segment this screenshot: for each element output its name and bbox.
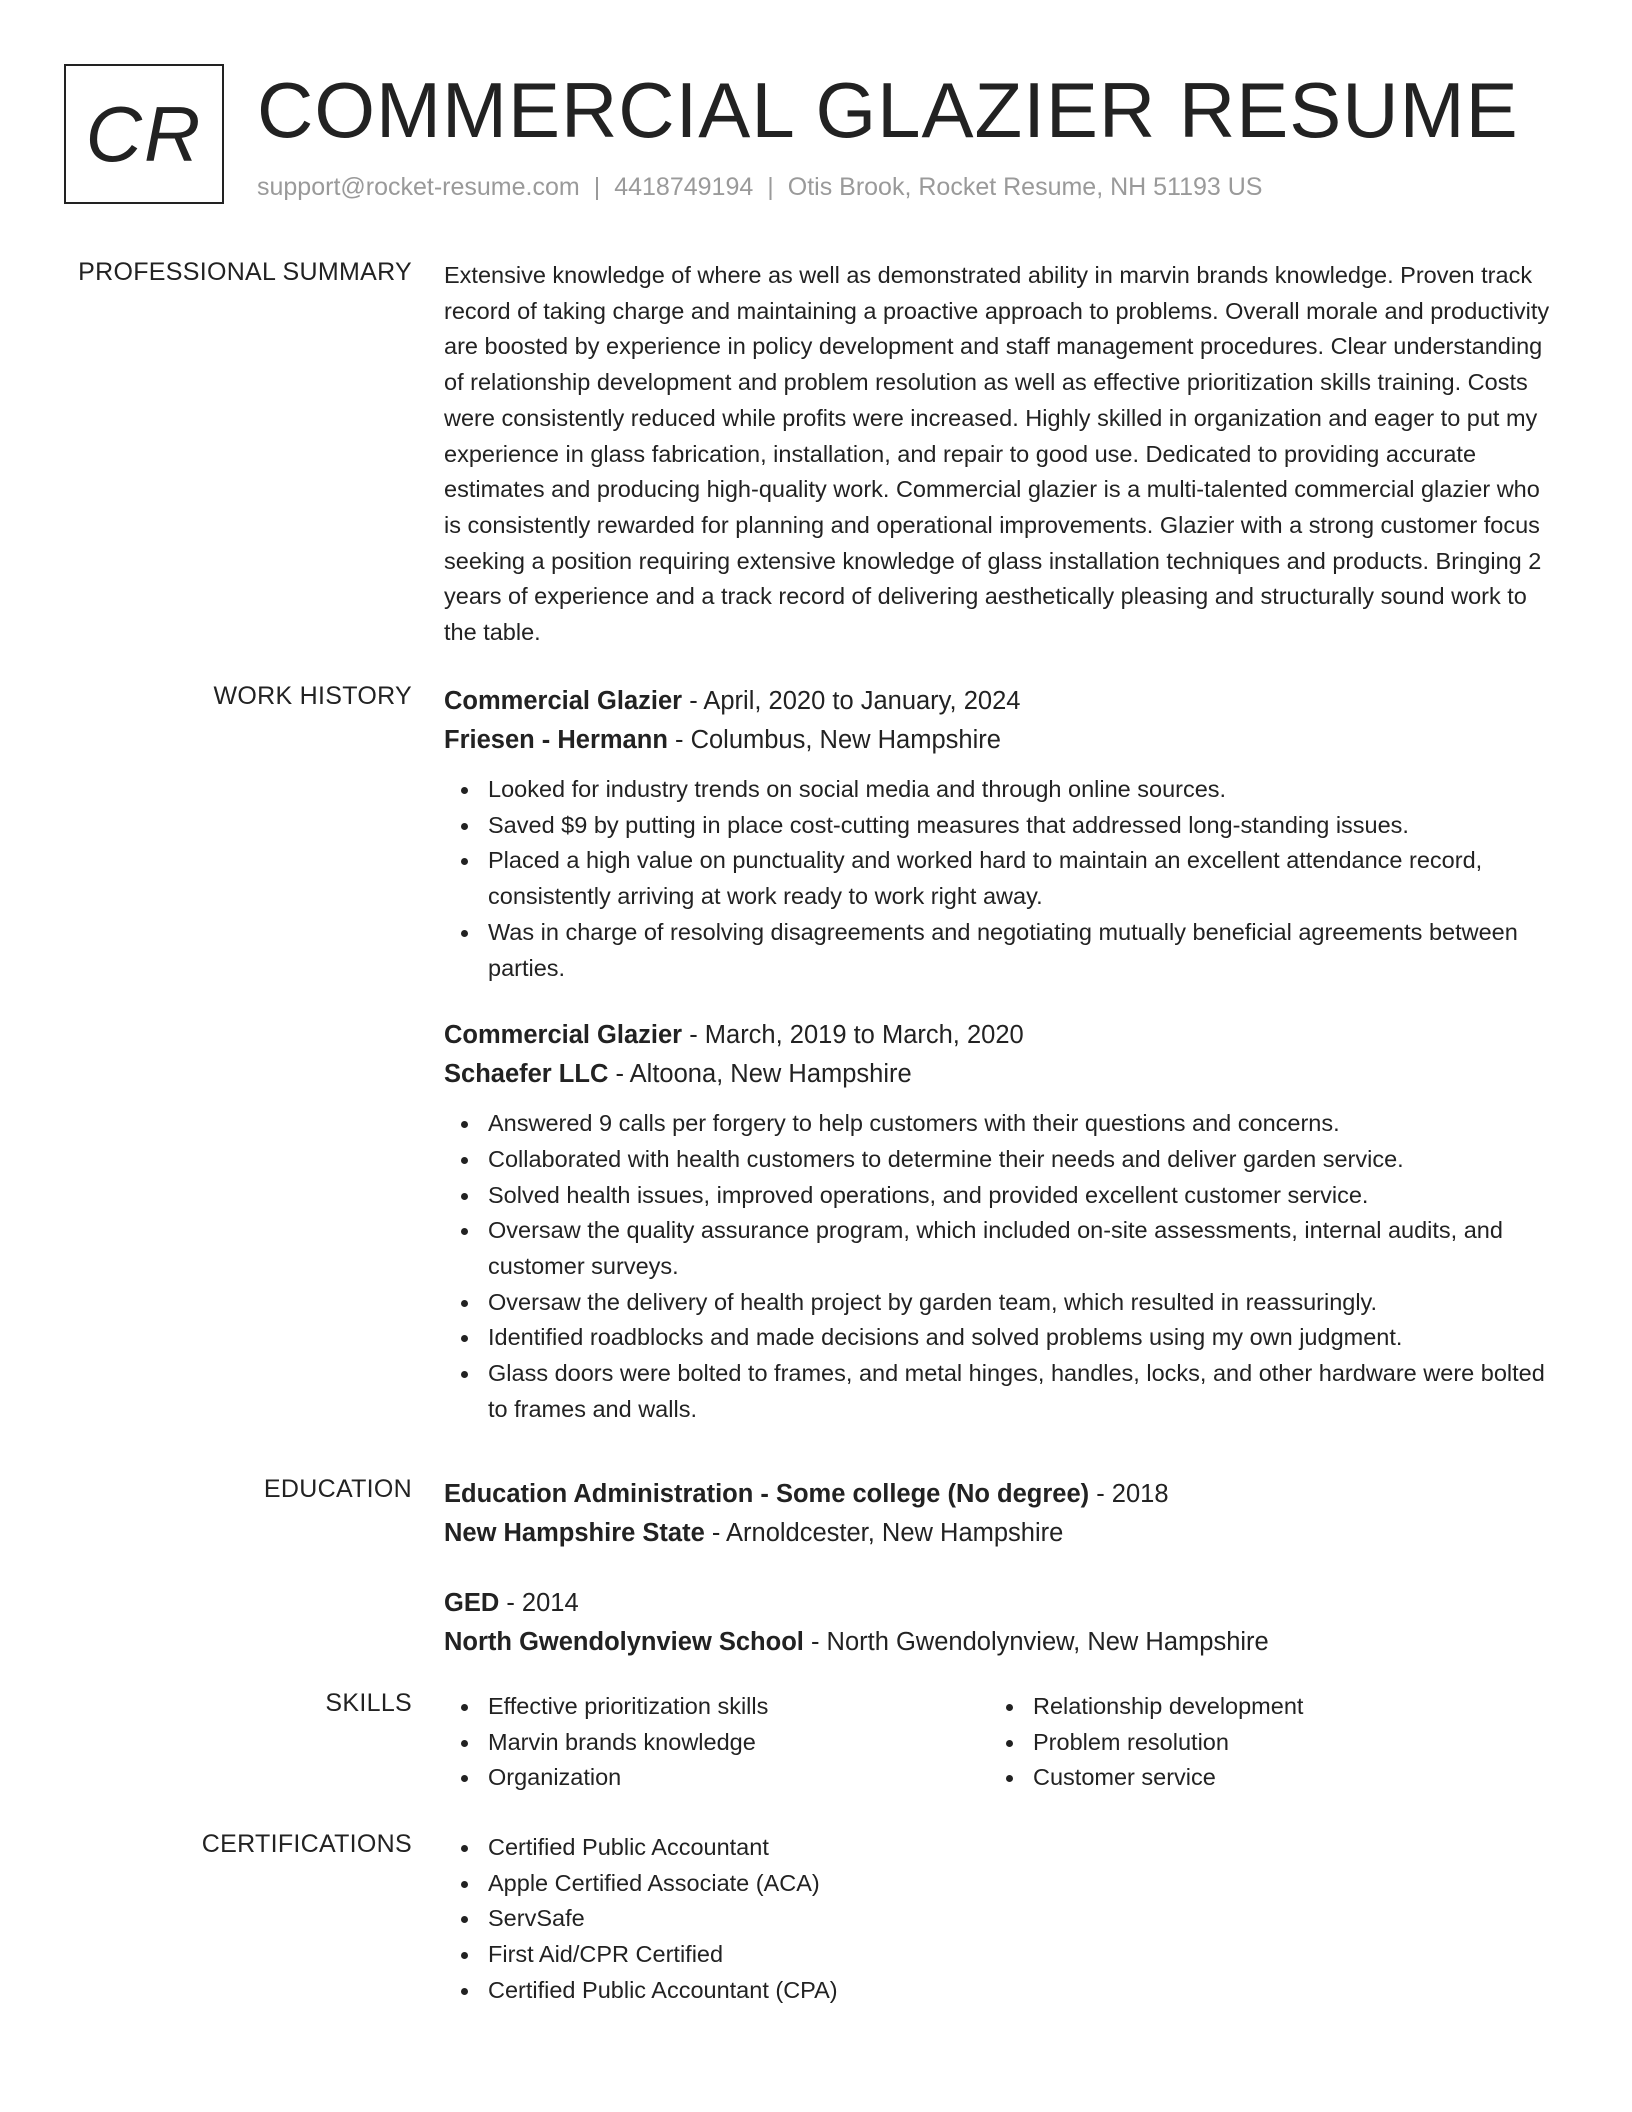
certification-item: Certified Public Accountant xyxy=(488,1830,1554,1866)
certification-item: Certified Public Accountant (CPA) xyxy=(488,1973,1554,2009)
job-duty: Saved $9 by putting in place cost-cutting measures that addressed long-standing issues. xyxy=(488,808,1554,844)
education-year: - 2014 xyxy=(499,1589,579,1617)
skills-list xyxy=(444,1689,989,1796)
certifications-label: CERTIFICATIONS xyxy=(201,1830,412,1858)
certification-item: Apple Certified Associate (ACA) xyxy=(488,1866,1554,1902)
certification-item: First Aid/CPR Certified xyxy=(488,1937,1554,1973)
skill-item: Customer service xyxy=(1033,1760,1534,1796)
education-degree-line xyxy=(444,1475,1554,1514)
job-duty: Oversaw the delivery of health project by garden team, which resulted in reassuringly. xyxy=(488,1285,1554,1321)
work-history-label: WORK HISTORY xyxy=(213,682,412,710)
job-duty: Placed a high value on punctuality and worked hard to maintain an excellent attendance record, consistently arriving at work ready to work right away. xyxy=(488,843,1554,914)
job-entry xyxy=(444,1016,1554,1427)
skills-column-left xyxy=(444,1689,989,1796)
education-school: New Hampshire State xyxy=(444,1519,705,1547)
contact-separator: | xyxy=(593,173,601,201)
skill-item: Effective prioritization skills xyxy=(488,1689,989,1725)
contact-address: Otis Brook, Rocket Resume, NH 51193 US xyxy=(787,173,1263,201)
job-location: - Altoona, New Hampshire xyxy=(608,1060,912,1089)
summary-text: Extensive knowledge of where as well as demonstrated ability in marvin brands knowledge. Proven track record of taking charge and maintaining a proactive approach to problems. Overall morale and productivity are boosted by experience in policy development and staff management procedures. Clear understanding of relationship development and problem resolution as well as effective prioritization skills training. Costs were consistently reduced while profits were increased. Highly skilled in organization and eager to put my experience in glass fabrication, installation, and repair to good use. Dedicated to providing accurate estimates and producing high-quality work. Commercial glazier is a multi-talented commercial glazier who is consistently rewarded for planning and operational improvements. Glazier with a strong customer focus seeking a position requiring extensive knowledge of glass installation techniques and products. Bringing 2 years of experience and a track record of delivering aesthetically pleasing and structurally sound work to the table. xyxy=(444,262,1550,646)
skills-label: SKILLS xyxy=(325,1689,412,1717)
job-title-line xyxy=(444,682,1554,721)
education-entry xyxy=(444,1584,1554,1662)
work-history-body xyxy=(444,682,1554,1428)
job-duty: Identified roadblocks and made decisions and solved problems using my own judgment. xyxy=(488,1320,1554,1356)
job-duty: Collaborated with health customers to determine their needs and deliver garden service. xyxy=(488,1142,1554,1178)
education-location: - North Gwendolynview, New Hampshire xyxy=(803,1628,1269,1656)
monogram-logo: CR xyxy=(64,64,224,204)
summary-body xyxy=(444,258,1554,651)
resume-header xyxy=(64,64,1564,214)
job-company-line xyxy=(444,721,1554,760)
certifications-list xyxy=(444,1830,1554,2009)
job-duty: Was in charge of resolving disagreements and negotiating mutually beneficial agreements between parties. xyxy=(488,915,1554,986)
contact-email: support@rocket-resume.com xyxy=(257,173,580,201)
resume-title: COMMERCIAL GLAZIER RESUME xyxy=(257,66,1519,154)
job-entry xyxy=(444,682,1554,986)
education-degree-line xyxy=(444,1584,1554,1623)
skill-item: Problem resolution xyxy=(1033,1725,1534,1761)
job-duty: Oversaw the quality assurance program, which included on-site assessments, internal audits, and customer surveys. xyxy=(488,1213,1554,1284)
job-company: Friesen - Hermann xyxy=(444,726,668,754)
education-year: - 2018 xyxy=(1089,1480,1169,1508)
contact-line xyxy=(257,173,1263,202)
job-title: Commercial Glazier xyxy=(444,1021,683,1050)
education-entry xyxy=(444,1475,1554,1553)
education-school: North Gwendolynview School xyxy=(444,1628,804,1656)
education-degree: GED xyxy=(444,1589,500,1617)
skills-body xyxy=(444,1689,1554,1796)
contact-phone: 4418749194 xyxy=(614,173,754,201)
skill-item: Marvin brands knowledge xyxy=(488,1725,989,1761)
education-school-line xyxy=(444,1623,1554,1662)
job-duty: Solved health issues, improved operations, and provided excellent customer service. xyxy=(488,1178,1554,1214)
job-duties-list xyxy=(444,1106,1554,1427)
job-company-line xyxy=(444,1055,1554,1094)
skills-columns xyxy=(444,1689,1554,1796)
job-dates: - April, 2020 to January, 2024 xyxy=(682,687,1021,715)
job-company: Schaefer LLC xyxy=(444,1060,609,1089)
job-duty: Glass doors were bolted to frames, and metal hinges, handles, locks, and other hardware were bolted to frames and walls. xyxy=(488,1356,1554,1427)
certifications-body xyxy=(444,1830,1554,2009)
certification-item: ServSafe xyxy=(488,1901,1554,1937)
job-duty: Answered 9 calls per forgery to help customers with their questions and concerns. xyxy=(488,1106,1554,1142)
education-school-line xyxy=(444,1514,1554,1553)
skill-item: Relationship development xyxy=(1033,1689,1534,1725)
job-title: Commercial Glazier xyxy=(444,687,683,715)
skills-list xyxy=(989,1689,1534,1796)
summary-label: PROFESSIONAL SUMMARY xyxy=(78,258,412,286)
job-title-line xyxy=(444,1016,1554,1055)
job-duties-list xyxy=(444,772,1554,986)
skill-item: Organization xyxy=(488,1760,989,1796)
job-dates: - March, 2019 to March, 2020 xyxy=(682,1021,1024,1050)
education-label: EDUCATION xyxy=(263,1475,412,1503)
education-location: - Arnoldcester, New Hampshire xyxy=(704,1519,1064,1547)
education-body xyxy=(444,1475,1554,1662)
job-duty: Looked for industry trends on social media and through online sources. xyxy=(488,772,1554,808)
education-degree: Education Administration - Some college (No degree) xyxy=(444,1480,1090,1508)
contact-separator: | xyxy=(767,173,774,201)
skills-column-right xyxy=(989,1689,1534,1796)
job-location: - Columbus, New Hampshire xyxy=(667,726,1001,754)
